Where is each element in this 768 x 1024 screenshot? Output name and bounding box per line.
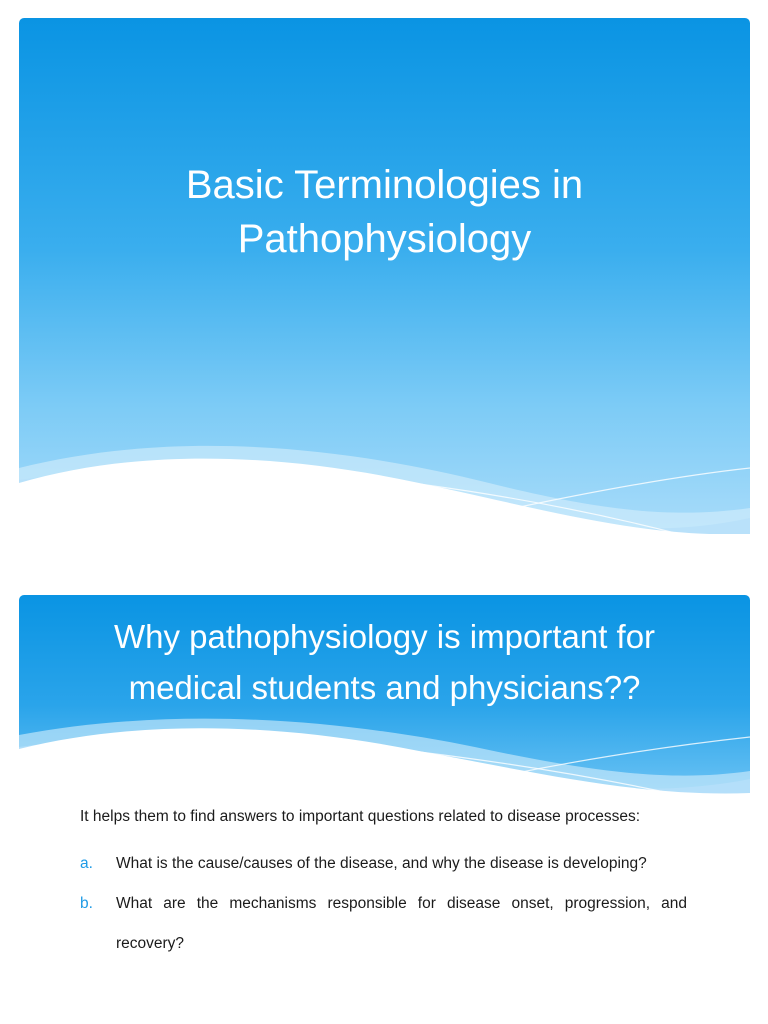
list-marker: a. — [80, 855, 93, 872]
list-item-text: What are the mechanisms responsible for disease onset, progression, and recovery? — [116, 895, 687, 952]
content-slide-header — [19, 595, 750, 795]
slide-title-line-2: Pathophysiology — [237, 217, 532, 261]
slide-heading — [19, 611, 750, 713]
list-marker: b. — [80, 895, 93, 912]
wave-decoration — [19, 428, 750, 534]
list-item-text: What is the cause/causes of the disease, and why the disease is developing? — [116, 855, 647, 872]
list-item — [80, 844, 687, 884]
slide-title-line-1: Basic Terminologies in — [185, 163, 584, 207]
slide-title — [19, 158, 750, 266]
slide-heading-line-1: Why pathophysiology is important for — [113, 618, 656, 655]
title-slide — [19, 18, 750, 534]
wave-decoration — [19, 705, 750, 795]
question-list — [80, 844, 687, 964]
list-item — [80, 884, 687, 964]
intro-paragraph: It helps them to find answers to important questions related to disease processes: — [80, 808, 641, 825]
slide-heading-line-2: medical students and physicians?? — [128, 669, 641, 706]
slide-body — [80, 806, 687, 964]
